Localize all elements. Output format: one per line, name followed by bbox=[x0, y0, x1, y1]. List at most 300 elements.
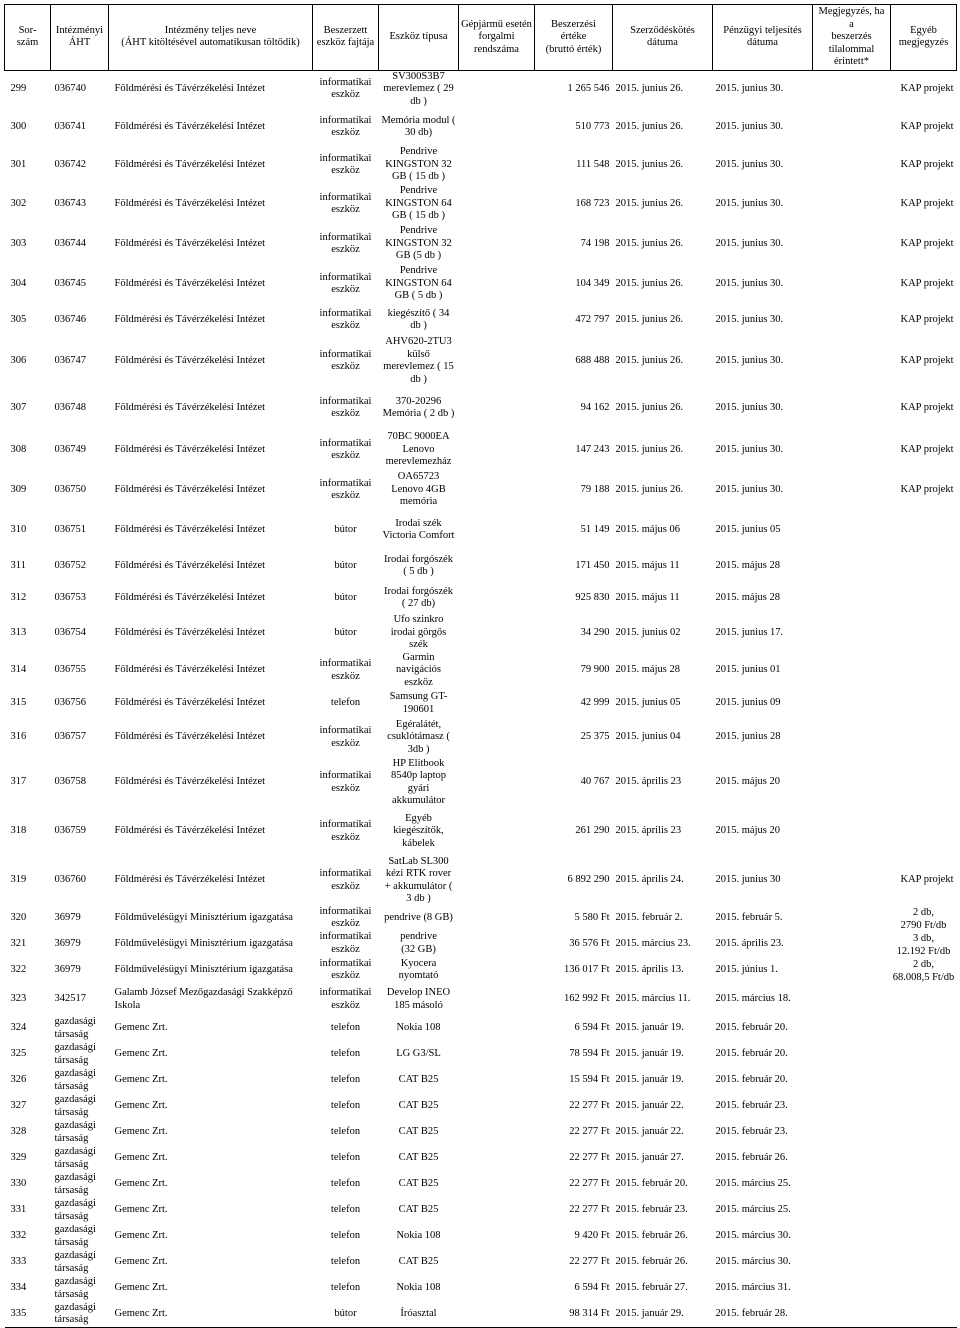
row-fulfilment-date: 2015. április 23. bbox=[715, 937, 784, 949]
row-number: 329 bbox=[10, 1152, 27, 1164]
row-purchase-value: 74 198 bbox=[580, 237, 610, 249]
header-ban-note: Megjegyzés, ha a beszerzés tilalommal érintett* bbox=[813, 5, 891, 71]
row-fulfilment-date: 2015. június 1. bbox=[715, 963, 778, 975]
table-row bbox=[5, 1120, 957, 1146]
row-asset-kind: bútor bbox=[334, 523, 357, 535]
row-vehicle-plate bbox=[459, 1224, 535, 1250]
row-asset-kind: bútor bbox=[334, 626, 357, 638]
row-asset-type: HP Elitbook 8540p laptop gyári akkumulátor bbox=[390, 757, 447, 806]
row-aht-code: 036747 bbox=[54, 354, 86, 366]
row-contract-date: 2015. május 11 bbox=[615, 591, 680, 603]
row-number: 327 bbox=[10, 1100, 27, 1112]
row-ban-note bbox=[813, 1094, 891, 1120]
row-other-note bbox=[891, 1042, 957, 1068]
row-purchase-value: 15 594 Ft bbox=[569, 1074, 610, 1086]
table-row bbox=[5, 1042, 957, 1068]
row-number: 307 bbox=[10, 401, 27, 413]
row-asset-type: CAT B25 bbox=[398, 1256, 439, 1268]
row-asset-type: Pendrive KINGSTON 64 GB ( 5 db ) bbox=[385, 265, 452, 302]
row-asset-type: CAT B25 bbox=[398, 1178, 439, 1190]
row-vehicle-plate bbox=[459, 1042, 535, 1068]
row-fulfilment-date: 2015. február 23. bbox=[715, 1126, 788, 1138]
quantity-note-line: 68.008,5 Ft/db bbox=[892, 971, 955, 983]
row-contract-date: 2015. április 23 bbox=[615, 776, 682, 788]
row-purchase-value: 98 314 Ft bbox=[535, 1302, 613, 1328]
row-vehicle-plate bbox=[459, 1068, 535, 1094]
row-vehicle-plate bbox=[459, 1250, 535, 1276]
row-asset-kind: informatikai eszköz bbox=[319, 658, 372, 682]
row-asset-kind: bútor bbox=[334, 559, 357, 571]
table-row bbox=[5, 184, 957, 224]
row-fulfilment-date: 2015. március 25. bbox=[715, 1178, 791, 1190]
row-asset-type: CAT B25 bbox=[398, 1100, 439, 1112]
row-asset-type: Pendrive KINGSTON 32 GB (5 db ) bbox=[385, 225, 452, 262]
header-fulfilment-date: Pénzügyi teljesítés dátuma bbox=[713, 5, 813, 71]
row-institution: Földmérési és Távérzékelési Intézet bbox=[114, 120, 266, 132]
row-institution: Gemenc Zrt. bbox=[114, 1152, 168, 1164]
row-vehicle-plate bbox=[459, 470, 535, 510]
row-vehicle-plate bbox=[459, 386, 535, 430]
row-asset-kind: informatikai eszköz bbox=[319, 477, 372, 501]
row-purchase-value: 51 149 bbox=[580, 523, 610, 535]
row-asset-kind: telefon bbox=[330, 1256, 361, 1268]
row-aht-code: 036751 bbox=[54, 523, 86, 535]
row-other-note bbox=[891, 614, 957, 652]
row-fulfilment-date: 2015. május 28 bbox=[715, 591, 780, 603]
row-vehicle-plate bbox=[459, 984, 535, 1016]
row-number: 326 bbox=[10, 1074, 27, 1086]
row-aht-code: 036760 bbox=[54, 874, 86, 886]
row-institution: Földmérési és Távérzékelési Intézet bbox=[114, 83, 266, 94]
row-other-note bbox=[891, 718, 957, 758]
row-vehicle-plate bbox=[459, 652, 535, 690]
row-vehicle-plate bbox=[459, 1016, 535, 1042]
row-contract-date: 2015. junius 26. bbox=[615, 483, 684, 495]
row-contract-date: 2015. április 24. bbox=[615, 874, 684, 886]
row-aht-code: gazdasági társaság bbox=[54, 1250, 96, 1274]
row-purchase-value: 171 450 bbox=[575, 559, 610, 571]
row-contract-date: 2015. február 23. bbox=[615, 1204, 688, 1216]
row-aht-code: gazdasági társaság bbox=[54, 1276, 96, 1300]
row-institution: Galamb József Mezőgazdasági Szakképző Iskola bbox=[114, 987, 293, 1011]
row-other-note bbox=[891, 1120, 957, 1146]
row-other-note bbox=[891, 582, 957, 614]
row-fulfilment-date: 2015. február 20. bbox=[715, 1022, 788, 1034]
row-fulfilment-date: 2015. február 20. bbox=[715, 1074, 788, 1086]
row-asset-kind: informatikai eszköz bbox=[319, 725, 372, 749]
row-institution: Földmérési és Távérzékelési Intézet bbox=[114, 874, 266, 886]
row-contract-date: 2015. junius 02 bbox=[615, 626, 681, 638]
row-asset-kind: informatikai eszköz bbox=[319, 76, 372, 101]
row-asset-type: Pendrive KINGSTON 32 GB ( 15 db ) bbox=[385, 146, 452, 183]
quantity-note-line: 3 db, bbox=[913, 932, 934, 944]
row-contract-date: 2015. junius 26. bbox=[615, 237, 684, 249]
row-aht-code: 036744 bbox=[54, 237, 86, 249]
row-asset-type: CAT B25 bbox=[398, 1152, 439, 1164]
row-contract-date: 2015. január 19. bbox=[615, 1022, 684, 1034]
row-vehicle-plate bbox=[459, 264, 535, 304]
table-row bbox=[5, 1198, 957, 1224]
row-number: 312 bbox=[10, 591, 27, 603]
row-fulfilment-date: 2015. junius 30. bbox=[715, 237, 784, 249]
row-purchase-value: 42 999 bbox=[580, 697, 610, 709]
row-institution: Földmérési és Távérzékelési Intézet bbox=[114, 277, 266, 289]
row-asset-kind: informatikai eszköz bbox=[319, 152, 372, 176]
row-vehicle-plate bbox=[459, 1302, 535, 1328]
row-fulfilment-date: 2015. junius 09 bbox=[715, 697, 781, 709]
table-row bbox=[5, 70, 957, 108]
row-aht-code: 036749 bbox=[54, 443, 86, 455]
row-asset-kind: informatikai eszköz bbox=[319, 348, 372, 372]
table-row bbox=[5, 1016, 957, 1042]
row-asset-kind: informatikai eszköz bbox=[319, 114, 372, 138]
row-other-note bbox=[891, 1146, 957, 1172]
row-number: 310 bbox=[10, 523, 27, 535]
row-aht-code: gazdasági társaság bbox=[54, 1224, 96, 1248]
row-vehicle-plate bbox=[459, 1198, 535, 1224]
row-contract-date: 2015. junius 26. bbox=[615, 83, 684, 94]
row-aht-code: 036755 bbox=[54, 664, 86, 676]
row-asset-type: CAT B25 bbox=[398, 1204, 439, 1216]
row-ban-note bbox=[813, 1172, 891, 1198]
quantity-note-line: 2 db, bbox=[913, 906, 934, 918]
row-asset-kind: informatikai eszköz bbox=[319, 987, 372, 1011]
row-asset-type: AHV620-2TU3 külső merevlemez ( 15 db ) bbox=[383, 336, 454, 385]
row-ban-note bbox=[813, 146, 891, 184]
row-institution: Földmérési és Távérzékelési Intézet bbox=[114, 776, 266, 788]
row-other-note: KAP projekt bbox=[900, 313, 954, 325]
row-asset-kind: informatikai eszköz bbox=[319, 395, 372, 419]
row-vehicle-plate bbox=[459, 1146, 535, 1172]
row-number: 309 bbox=[10, 483, 27, 495]
row-contract-date: 2015. február 27. bbox=[615, 1282, 688, 1294]
row-number: 332 bbox=[10, 1230, 27, 1242]
row-number: 306 bbox=[10, 354, 27, 366]
row-institution: Gemenc Zrt. bbox=[114, 1126, 168, 1138]
row-other-note bbox=[891, 1094, 957, 1120]
row-asset-type: CAT B25 bbox=[398, 1074, 439, 1086]
row-institution: Gemenc Zrt. bbox=[114, 1048, 168, 1060]
row-purchase-value: 22 277 Ft bbox=[569, 1256, 610, 1268]
table-row bbox=[5, 224, 957, 264]
row-asset-kind: informatikai eszköz bbox=[319, 819, 372, 843]
row-ban-note bbox=[813, 984, 891, 1016]
row-contract-date: 2015. junius 26. bbox=[615, 443, 684, 455]
row-ban-note bbox=[813, 304, 891, 336]
row-other-note bbox=[891, 1016, 957, 1042]
row-institution: Földmérési és Távérzékelési Intézet bbox=[114, 664, 266, 676]
row-asset-kind: telefon bbox=[330, 1204, 361, 1216]
row-asset-kind: telefon bbox=[330, 1152, 361, 1164]
row-institution: Földművelésügyi Minisztérium igazgatása bbox=[114, 963, 293, 975]
table-row bbox=[5, 931, 957, 957]
row-vehicle-plate bbox=[459, 957, 535, 984]
row-contract-date: 2015. január 29. bbox=[613, 1302, 713, 1328]
row-purchase-value: 22 277 Ft bbox=[569, 1126, 610, 1138]
row-contract-date: 2015. január 19. bbox=[615, 1074, 684, 1086]
row-purchase-value: 168 723 bbox=[575, 197, 610, 209]
row-asset-type: Garmin navigációs eszköz bbox=[396, 651, 441, 688]
row-asset-type: Íróasztal bbox=[379, 1302, 459, 1328]
row-ban-note bbox=[813, 1302, 891, 1328]
row-asset-type: Irodai szék Victoria Comfort bbox=[382, 517, 455, 541]
row-asset-type: Develop INEO 185 másoló bbox=[386, 987, 451, 1011]
row-fulfilment-date: 2015. február 28. bbox=[713, 1302, 813, 1328]
row-contract-date: 2015. március 11. bbox=[615, 993, 691, 1005]
row-institution: Földmérési és Távérzékelési Intézet bbox=[114, 237, 266, 249]
row-aht-code: 036754 bbox=[54, 626, 86, 638]
row-fulfilment-date: 2015. junius 30. bbox=[715, 120, 784, 132]
row-ban-note bbox=[813, 582, 891, 614]
row-fulfilment-date: 2015. junius 30 bbox=[715, 874, 781, 886]
row-vehicle-plate bbox=[459, 808, 535, 856]
row-asset-type: Kyocera nyomtató bbox=[398, 957, 439, 982]
row-aht-code: 036759 bbox=[54, 825, 86, 837]
row-purchase-value: 79 188 bbox=[580, 483, 610, 495]
row-aht-code: 36979 bbox=[54, 937, 81, 949]
row-contract-date: 2015. junius 26. bbox=[615, 354, 684, 366]
row-contract-date: 2015. április 23 bbox=[615, 825, 682, 837]
row-institution: Földmérési és Távérzékelési Intézet bbox=[114, 401, 266, 413]
row-purchase-value: 22 277 Ft bbox=[569, 1204, 610, 1216]
row-institution: Földmérési és Távérzékelési Intézet bbox=[114, 626, 266, 638]
row-other-note: KAP projekt bbox=[900, 158, 954, 170]
table-row bbox=[5, 470, 957, 510]
row-institution: Földmérési és Távérzékelési Intézet bbox=[114, 731, 266, 743]
row-asset-kind: informatikai eszköz bbox=[319, 770, 372, 794]
row-other-note: KAP projekt bbox=[900, 443, 954, 455]
row-number: 308 bbox=[10, 443, 27, 455]
row-asset-type: Irodai forgószék ( 5 db ) bbox=[384, 553, 453, 577]
row-ban-note bbox=[813, 224, 891, 264]
row-contract-date: 2015. május 06 bbox=[615, 523, 680, 535]
row-ban-note bbox=[813, 550, 891, 582]
row-purchase-value: 147 243 bbox=[575, 443, 610, 455]
row-fulfilment-date: 2015. május 20 bbox=[715, 776, 780, 788]
row-number: 305 bbox=[10, 313, 27, 325]
row-purchase-value: 79 900 bbox=[580, 664, 610, 676]
row-ban-note bbox=[813, 430, 891, 470]
row-number: 334 bbox=[10, 1282, 27, 1294]
row-other-note bbox=[891, 808, 957, 856]
row-ban-note bbox=[813, 614, 891, 652]
row-aht-code: 036745 bbox=[54, 277, 86, 289]
row-other-note bbox=[891, 652, 957, 690]
header-purchase-value: Beszerzési értéke (bruttó érték) bbox=[535, 5, 613, 71]
row-purchase-value: 261 290 bbox=[575, 825, 610, 837]
row-institution: Gemenc Zrt. bbox=[109, 1302, 313, 1328]
row-purchase-value: 22 277 Ft bbox=[569, 1178, 610, 1190]
row-purchase-value: 510 773 bbox=[575, 120, 610, 132]
row-vehicle-plate bbox=[459, 184, 535, 224]
row-purchase-value: 78 594 Ft bbox=[569, 1048, 610, 1060]
row-vehicle-plate bbox=[459, 224, 535, 264]
table-row bbox=[5, 1276, 957, 1302]
row-other-note: KAP projekt bbox=[900, 120, 954, 132]
row-vehicle-plate bbox=[459, 1276, 535, 1302]
table-row bbox=[5, 718, 957, 758]
row-fulfilment-date: 2015. junius 30. bbox=[715, 443, 784, 455]
row-purchase-value: 688 488 bbox=[575, 354, 610, 366]
row-aht-code: gazdasági társaság bbox=[54, 1172, 96, 1196]
row-asset-kind: informatikai eszköz bbox=[319, 191, 372, 215]
row-aht-code: gazdasági társaság bbox=[54, 1120, 96, 1144]
table-row bbox=[5, 856, 957, 906]
row-asset-kind: telefon bbox=[330, 1282, 361, 1294]
row-asset-kind: telefon bbox=[330, 1074, 361, 1086]
row-fulfilment-date: 2015. junius 30. bbox=[715, 83, 784, 94]
row-fulfilment-date: 2015. junius 30. bbox=[715, 158, 784, 170]
row-number: 322 bbox=[10, 963, 27, 975]
table-row bbox=[5, 1302, 957, 1328]
row-ban-note bbox=[813, 652, 891, 690]
row-asset-kind: informatikai eszköz bbox=[319, 271, 372, 295]
row-contract-date: 2015. május 28 bbox=[615, 664, 680, 676]
row-fulfilment-date: 2015. március 18. bbox=[715, 993, 791, 1005]
row-ban-note bbox=[813, 856, 891, 906]
row-other-note bbox=[891, 690, 957, 718]
row-number: 311 bbox=[10, 559, 26, 571]
row-institution: Földmérési és Távérzékelési Intézet bbox=[114, 483, 266, 495]
row-contract-date: 2015. január 22. bbox=[615, 1100, 684, 1112]
row-aht-code: gazdasági társaság bbox=[51, 1302, 109, 1328]
row-institution: Gemenc Zrt. bbox=[114, 1022, 168, 1034]
row-fulfilment-date: 2015. junius 28 bbox=[715, 731, 781, 743]
row-asset-type: Nokia 108 bbox=[396, 1230, 441, 1242]
table-row bbox=[5, 430, 957, 470]
row-ban-note bbox=[813, 957, 891, 984]
row-asset-kind: telefon bbox=[330, 697, 361, 709]
row-number: 325 bbox=[10, 1048, 27, 1060]
row-ban-note bbox=[813, 1068, 891, 1094]
row-asset-type: Irodai forgószék ( 27 db) bbox=[384, 585, 453, 609]
row-ban-note bbox=[813, 386, 891, 430]
row-asset-type: pendrive (8 GB) bbox=[384, 912, 453, 924]
row-aht-code: gazdasági társaság bbox=[54, 1198, 96, 1222]
row-purchase-value: 925 830 bbox=[575, 591, 610, 603]
row-contract-date: 2015. február 20. bbox=[615, 1178, 688, 1190]
row-ban-note bbox=[813, 108, 891, 146]
row-ban-note bbox=[813, 1250, 891, 1276]
header-asset-type: Eszköz típusa bbox=[379, 5, 459, 71]
row-ban-note bbox=[813, 718, 891, 758]
row-aht-code: 342517 bbox=[54, 993, 86, 1005]
row-vehicle-plate bbox=[459, 718, 535, 758]
row-fulfilment-date: 2015. junius 30. bbox=[715, 277, 784, 289]
row-aht-code: gazdasági társaság bbox=[54, 1042, 96, 1066]
row-asset-kind: informatikai eszköz bbox=[319, 957, 372, 982]
row-vehicle-plate bbox=[459, 430, 535, 470]
row-aht-code: 36979 bbox=[54, 912, 81, 924]
row-aht-code: 036757 bbox=[54, 731, 86, 743]
row-fulfilment-date: 2015. február 26. bbox=[715, 1152, 788, 1164]
row-aht-code: 036741 bbox=[54, 120, 86, 132]
table-row bbox=[5, 1250, 957, 1276]
row-other-note bbox=[891, 510, 957, 550]
row-asset-kind: informatikai eszköz bbox=[319, 437, 372, 461]
row-number: 314 bbox=[10, 664, 27, 676]
row-other-note: KAP projekt bbox=[900, 354, 954, 366]
row-institution: Földmérési és Távérzékelési Intézet bbox=[114, 313, 266, 325]
header-asset-kind: Beszerzett eszköz fajtája bbox=[313, 5, 379, 71]
row-fulfilment-date: 2015. március 30. bbox=[715, 1256, 791, 1268]
row-vehicle-plate bbox=[459, 146, 535, 184]
table-row bbox=[5, 906, 957, 932]
row-institution: Földmérési és Távérzékelési Intézet bbox=[114, 354, 266, 366]
row-asset-kind: telefon bbox=[330, 1126, 361, 1138]
table-header-row bbox=[5, 5, 957, 71]
row-number: 328 bbox=[10, 1126, 27, 1138]
row-ban-note bbox=[813, 470, 891, 510]
row-asset-type: Memória modul ( 30 db) bbox=[381, 114, 456, 138]
row-ban-note bbox=[813, 906, 891, 932]
table-row bbox=[5, 108, 957, 146]
row-ban-note bbox=[813, 264, 891, 304]
row-number: 318 bbox=[10, 825, 27, 837]
row-fulfilment-date: 2015. junius 30. bbox=[715, 313, 784, 325]
row-institution: Földmérési és Távérzékelési Intézet bbox=[114, 591, 266, 603]
row-number: 304 bbox=[10, 277, 27, 289]
table-row bbox=[5, 550, 957, 582]
table-row bbox=[5, 1146, 957, 1172]
row-vehicle-plate bbox=[459, 510, 535, 550]
row-vehicle-plate bbox=[459, 336, 535, 386]
row-ban-note bbox=[813, 184, 891, 224]
row-vehicle-plate bbox=[459, 304, 535, 336]
row-other-note bbox=[891, 1224, 957, 1250]
quantity-note-line: 2 db, bbox=[913, 958, 934, 970]
row-other-note bbox=[891, 1172, 957, 1198]
row-other-note: KAP projekt bbox=[900, 277, 954, 289]
row-asset-kind: informatikai eszköz bbox=[319, 905, 372, 930]
row-purchase-value: 136 017 Ft bbox=[563, 963, 610, 975]
row-asset-type: Egyéb kiegészítők, kábelek bbox=[393, 812, 444, 849]
row-vehicle-plate bbox=[459, 856, 535, 906]
row-aht-code: gazdasági társaság bbox=[54, 1068, 96, 1092]
row-contract-date: 2015. február 2. bbox=[615, 912, 683, 924]
row-vehicle-plate bbox=[459, 550, 535, 582]
row-aht-code: gazdasági társaság bbox=[54, 1094, 96, 1118]
row-contract-date: 2015. junius 26. bbox=[615, 158, 684, 170]
row-fulfilment-date: 2015. május 28 bbox=[715, 559, 780, 571]
row-contract-date: 2015. junius 26. bbox=[615, 197, 684, 209]
row-fulfilment-date: 2015. február 5. bbox=[715, 912, 783, 924]
row-contract-date: 2015. junius 26. bbox=[615, 277, 684, 289]
row-ban-note bbox=[813, 1042, 891, 1068]
row-purchase-value: 22 277 Ft bbox=[569, 1100, 610, 1112]
row-ban-note bbox=[813, 1120, 891, 1146]
row-institution: Földmérési és Távérzékelési Intézet bbox=[114, 158, 266, 170]
row-aht-code: 036753 bbox=[54, 591, 86, 603]
row-asset-type: Ufo szinkro irodai görgős szék bbox=[390, 614, 447, 650]
row-institution: Földművelésügyi Minisztérium igazgatása bbox=[114, 912, 293, 924]
row-fulfilment-date: 2015. junius 01 bbox=[715, 664, 781, 676]
row-aht-code: 036752 bbox=[54, 559, 86, 571]
row-asset-kind: informatikai eszköz bbox=[319, 931, 372, 955]
table-row bbox=[5, 146, 957, 184]
row-fulfilment-date: 2015. junius 30. bbox=[715, 483, 784, 495]
row-purchase-value: 6 892 290 bbox=[567, 874, 610, 886]
table-row bbox=[5, 386, 957, 430]
header-other-note: Egyéb megjegyzés bbox=[891, 5, 957, 71]
row-asset-kind: telefon bbox=[330, 1230, 361, 1242]
row-institution: Földmérési és Távérzékelési Intézet bbox=[114, 197, 266, 209]
table-row bbox=[5, 984, 957, 1016]
row-contract-date: 2015. január 22. bbox=[615, 1126, 684, 1138]
row-purchase-value: 36 576 Ft bbox=[569, 937, 610, 949]
row-institution: Gemenc Zrt. bbox=[114, 1282, 168, 1294]
row-purchase-value: 162 992 Ft bbox=[563, 993, 610, 1005]
